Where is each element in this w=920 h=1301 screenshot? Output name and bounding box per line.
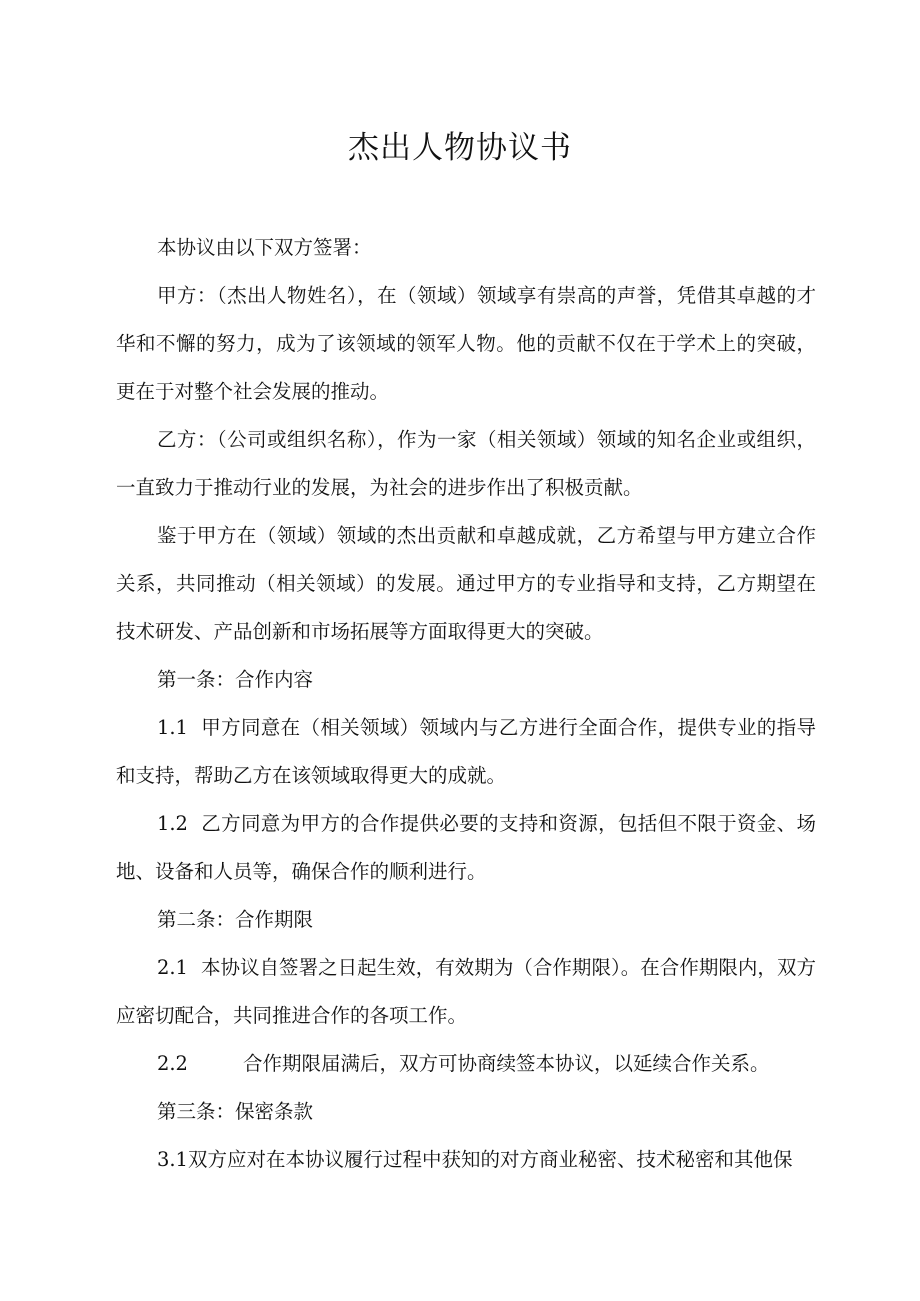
intro-paragraph: 本协议由以下双方签署： [156, 236, 372, 259]
document-body [116, 224, 816, 1184]
clause-number: 1.2 [156, 812, 188, 835]
document-title: 杰出人物协议书 [348, 130, 572, 166]
clause-text: 甲方同意在（相关领域）领域内与乙方进行全面合作，提供专业的指导和支持，帮助乙方在该领域取得更大的成就。 [116, 716, 816, 787]
article-2-heading: 第二条：合作期限 [156, 908, 313, 931]
clause-2-1 [116, 944, 816, 1040]
clause-number: 2.1 [156, 956, 188, 979]
article-1-heading: 第一条：合作内容 [156, 668, 313, 691]
clause-3-1 [116, 1136, 816, 1184]
clause-text: 本协议自签署之日起生效，有效期为（合作期限）。在合作期限内，双方应密切配合，共同推进合作的各项工作。 [116, 956, 816, 1027]
clause-number: 2.2 [156, 1052, 188, 1075]
article-3-heading: 第三条：保密条款 [156, 1100, 313, 1123]
whereas-paragraph: 鉴于甲方在（领域）领域的杰出贡献和卓越成就，乙方希望与甲方建立合作关系，共同推动（相关领域）的发展。通过甲方的专业指导和支持，乙方期望在技术研发、产品创新和市场拓展等方面取得更大的突破。 [116, 524, 816, 643]
clause-2-2 [116, 1040, 816, 1088]
party-b-paragraph: 乙方：（公司或组织名称），作为一家（相关领域）领域的知名企业或组织，一直致力于推动行业的发展，为社会的进步作出了积极贡献。 [116, 428, 816, 499]
clause-number: 3.1 [156, 1148, 188, 1171]
clause-text: 双方应对在本协议履行过程中获知的对方商业秘密、技术秘密和其他保 [187, 1148, 793, 1171]
clause-text: 合作期限届满后，双方可协商续签本协议，以延续合作关系。 [242, 1052, 770, 1075]
clause-text: 乙方同意为甲方的合作提供必要的支持和资源，包括但不限于资金、场地、设备和人员等，确保合作的顺利进行。 [116, 812, 816, 883]
clause-1-2 [116, 800, 816, 896]
clause-number: 1.1 [156, 716, 188, 739]
party-a-paragraph: 甲方：（杰出人物姓名），在（领域）领域享有崇高的声誉，凭借其卓越的才华和不懈的努力，成为了该领域的领军人物。他的贡献不仅在于学术上的突破，更在于对整个社会发展的推动。 [116, 284, 816, 403]
clause-1-1 [116, 704, 816, 800]
